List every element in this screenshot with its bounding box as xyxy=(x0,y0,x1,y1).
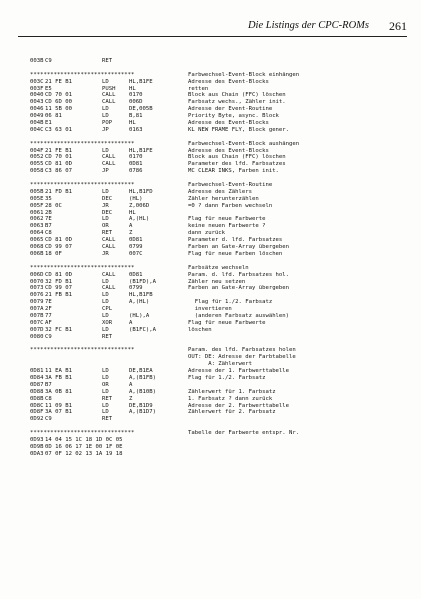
comment: Farbsatz wechs., Zähler init. xyxy=(188,99,286,106)
code-line xyxy=(30,120,410,127)
comment: Flag für neue Farbwerte xyxy=(188,319,266,326)
opcode-bytes: 35 xyxy=(45,195,52,202)
address: 0076 xyxy=(30,292,44,299)
code-line xyxy=(30,148,410,155)
operand: 007C xyxy=(129,250,143,257)
mnemonic: DEC xyxy=(102,195,113,202)
opcode-bytes: 32 FD B1 xyxy=(45,278,72,285)
address: 0D9B xyxy=(30,443,44,450)
address: 004C xyxy=(30,126,44,133)
opcode-bytes: E5 xyxy=(45,85,52,92)
section-title: Farbsätze wechseln xyxy=(188,264,249,271)
section-title: Param. des lfd. Farbsatzes holen xyxy=(188,347,296,354)
comment: Flag für neue Farbwerte xyxy=(188,216,266,223)
code-line xyxy=(30,292,410,299)
operand: HL,B1FD xyxy=(129,188,153,195)
opcode-bytes: 11 5B 00 xyxy=(45,106,72,113)
blank-line xyxy=(30,134,410,141)
address: 0046 xyxy=(30,106,44,113)
section-title: Tabelle der Farbwerte entspr. Nr. xyxy=(188,430,300,437)
mnemonic: CALL xyxy=(102,244,116,251)
code-line xyxy=(30,320,410,327)
operand: HL xyxy=(129,120,136,127)
operand: 0799 xyxy=(129,244,143,251)
opcode-bytes: 21 FE B1 xyxy=(45,78,72,85)
blank-line xyxy=(30,65,410,72)
operand: HL xyxy=(129,85,136,92)
section-header-line xyxy=(30,141,410,148)
address: 0D8B xyxy=(30,395,44,402)
mnemonic: LD xyxy=(102,299,109,306)
address: 003F xyxy=(30,85,44,92)
code-line xyxy=(30,437,410,444)
section-title: Farbwechsel-Event-Block aushängen xyxy=(188,140,300,147)
code-line xyxy=(30,127,410,134)
address: 004F xyxy=(30,147,44,154)
mnemonic: LD xyxy=(102,374,109,381)
mnemonic: CALL xyxy=(102,161,116,168)
opcode-bytes: C9 xyxy=(45,416,52,423)
operand: 0170 xyxy=(129,154,143,161)
comment: Adresse des Event-Blocks xyxy=(188,120,269,127)
mnemonic: LD xyxy=(102,368,109,375)
code-line xyxy=(30,403,410,410)
operand: DE,B1EA xyxy=(129,368,153,375)
address: 0043 xyxy=(30,99,44,106)
address: 005B xyxy=(30,188,44,195)
operand: 006D xyxy=(129,99,143,106)
code-line xyxy=(30,216,410,223)
separator-stars: ******************************* xyxy=(30,347,135,354)
comment-continuation-line xyxy=(30,361,410,368)
operand: 0D81 xyxy=(129,237,143,244)
mnemonic: LD xyxy=(102,388,109,395)
opcode-bytes: CD 99 07 xyxy=(45,285,72,292)
mnemonic: LD xyxy=(102,402,109,409)
operand: 0D81 xyxy=(129,271,143,278)
comment: Adresse des Event-Blocks xyxy=(188,78,269,85)
comment: 1. Farbsatz ? dann zurück xyxy=(188,395,273,402)
address: 003B xyxy=(30,58,44,64)
operand: A,(B1D7) xyxy=(129,409,156,416)
opcode-bytes: 77 xyxy=(45,312,52,319)
operand: HL,B1FE xyxy=(129,78,153,85)
page-header xyxy=(18,20,407,36)
opcode-bytes: 21 FB B1 xyxy=(45,292,72,299)
opcode-bytes: C9 xyxy=(45,58,52,64)
mnemonic: JP xyxy=(102,168,109,175)
operand: 0163 xyxy=(129,126,143,133)
opcode-bytes: 32 FC B1 xyxy=(45,326,72,333)
code-line xyxy=(30,86,410,93)
code-line xyxy=(30,154,410,161)
separator-stars: ******************************* xyxy=(30,140,135,147)
opcode-bytes: 3A 07 B1 xyxy=(45,409,72,416)
operand: DE,B1D9 xyxy=(129,402,153,409)
opcode-bytes: C8 xyxy=(45,395,52,402)
opcode-bytes: C3 63 01 xyxy=(45,126,72,133)
blank-line xyxy=(30,258,410,265)
mnemonic: LD xyxy=(102,113,109,120)
code-line xyxy=(30,368,410,375)
opcode-bytes: CD 99 07 xyxy=(45,244,72,251)
mnemonic: CALL xyxy=(102,92,116,99)
operand: (B1FC),A xyxy=(129,326,156,333)
address: 0040 xyxy=(30,92,44,99)
opcode-bytes: CD 70 01 xyxy=(45,154,72,161)
operand: A,(HL) xyxy=(129,216,150,223)
operand: 0170 xyxy=(129,92,143,99)
code-line xyxy=(30,58,410,65)
address: 0D8F xyxy=(30,409,44,416)
mnemonic: LD xyxy=(102,278,109,285)
blank-line xyxy=(30,423,410,430)
address: 0079 xyxy=(30,299,44,306)
opcode-bytes: C9 xyxy=(45,333,52,340)
code-line xyxy=(30,189,410,196)
comment: Adresse des Event-Blocks xyxy=(188,147,269,154)
comment: Block aus Chain (FFC) löschen xyxy=(188,92,286,99)
separator-stars: ******************************* xyxy=(30,71,135,78)
comment: Flag für neue Farben löschen xyxy=(188,250,283,257)
comment: Block aus Chain (FFC) löschen xyxy=(188,154,286,161)
mnemonic: LD xyxy=(102,312,109,319)
comment: Adresse der Event-Routine xyxy=(188,106,273,113)
opcode-bytes: 2F xyxy=(45,306,52,313)
mnemonic: RET xyxy=(102,230,113,237)
comment-continuation: A: Zählerwert xyxy=(188,361,252,368)
operand: A,(B1FB) xyxy=(129,374,156,381)
address: 007B xyxy=(30,312,44,319)
mnemonic: LD xyxy=(102,326,109,333)
operand: HL,B1FB xyxy=(129,292,153,299)
code-line xyxy=(30,313,410,320)
operand: 0799 xyxy=(129,285,143,292)
mnemonic: JP xyxy=(102,126,109,133)
opcode-bytes: 07 0F 12 02 13 1A 19 18 xyxy=(45,450,123,457)
address: 006B xyxy=(30,250,44,257)
code-line xyxy=(30,203,410,210)
opcode-bytes: C8 xyxy=(45,230,52,237)
opcode-bytes: AF xyxy=(45,319,52,326)
separator-stars: ******************************* xyxy=(30,264,135,271)
opcode-bytes: CD 6D 00 xyxy=(45,99,72,106)
comment: Priority Byte, async. Block xyxy=(188,113,279,120)
comment: Adresse des Zählers xyxy=(188,188,252,195)
opcode-bytes: B7 xyxy=(45,223,52,230)
comment-continuation-line xyxy=(30,354,410,361)
address: 0D92 xyxy=(30,416,44,423)
operand: HL xyxy=(129,209,136,216)
mnemonic: RET xyxy=(102,416,113,423)
code-line xyxy=(30,299,410,306)
comment: Zähler herunterzählen xyxy=(188,195,259,202)
comment: Farben an Gate-Array übergeben xyxy=(188,244,290,251)
address: 0080 xyxy=(30,333,44,340)
page-number: 261 xyxy=(389,19,407,33)
operand: A xyxy=(129,381,133,388)
operand: DE,005B xyxy=(129,106,153,113)
address: 0055 xyxy=(30,161,44,168)
section-title: Farbwechsel-Event-Routine xyxy=(188,182,273,189)
operand: Z xyxy=(129,395,133,402)
operand: A xyxy=(129,319,133,326)
comment: KL NEW FRAME FLY, Block gener. xyxy=(188,126,290,133)
comment: löschen xyxy=(188,326,212,333)
address: 0058 xyxy=(30,168,44,175)
mnemonic: CPL xyxy=(102,306,113,313)
code-line xyxy=(30,223,410,230)
opcode-bytes: CD 81 0D xyxy=(45,161,72,168)
code-line xyxy=(30,237,410,244)
code-line xyxy=(30,79,410,86)
code-line xyxy=(30,161,410,168)
address: 007C xyxy=(30,319,44,326)
opcode-bytes: 21 FE B1 xyxy=(45,147,72,154)
comment: Farben an Gate-Array übergeben xyxy=(188,285,290,292)
opcode-bytes: 14 04 15 1C 18 1D 0C 05 xyxy=(45,436,123,443)
comment: Parameter d. lfd. Farbsatzes xyxy=(188,237,283,244)
address: 0061 xyxy=(30,209,44,216)
mnemonic: OR xyxy=(102,223,109,230)
section-header-line xyxy=(30,182,410,189)
opcode-bytes: CD 70 01 xyxy=(45,92,72,99)
code-line xyxy=(30,279,410,286)
mnemonic: CALL xyxy=(102,154,116,161)
code-line xyxy=(30,210,410,217)
address: 0D93 xyxy=(30,436,44,443)
code-line xyxy=(30,327,410,334)
comment: dann zurück xyxy=(188,230,226,237)
code-line xyxy=(30,375,410,382)
code-line xyxy=(30,285,410,292)
mnemonic: LD xyxy=(102,147,109,154)
address: 0D8C xyxy=(30,402,44,409)
mnemonic: LD xyxy=(102,106,109,113)
address: 0D81 xyxy=(30,368,44,375)
mnemonic: LD xyxy=(102,188,109,195)
mnemonic: DEC xyxy=(102,209,113,216)
separator-stars: ******************************* xyxy=(30,182,135,189)
address: 0068 xyxy=(30,244,44,251)
code-line xyxy=(30,444,410,451)
mnemonic: RET xyxy=(102,58,113,64)
address: 0070 xyxy=(30,278,44,285)
code-line xyxy=(30,251,410,258)
mnemonic: JR xyxy=(102,202,109,209)
code-line xyxy=(30,99,410,106)
opcode-bytes: 7E xyxy=(45,299,52,306)
address: 005E xyxy=(30,195,44,202)
mnemonic: CALL xyxy=(102,271,116,278)
address: 0062 xyxy=(30,216,44,223)
address: 006D xyxy=(30,271,44,278)
section-header-line xyxy=(30,430,410,437)
operand: HL,B1FE xyxy=(129,147,153,154)
section-header-line xyxy=(30,265,410,272)
address: 0D84 xyxy=(30,374,44,381)
operand: Z,006D xyxy=(129,202,150,209)
operand: B,81 xyxy=(129,113,143,120)
comment: Param. d. lfd. Farbsatzes hol. xyxy=(188,271,290,278)
mnemonic: POP xyxy=(102,120,113,127)
operand: 0786 xyxy=(129,168,143,175)
address: 0064 xyxy=(30,230,44,237)
code-line xyxy=(30,168,410,175)
opcode-bytes: 28 0C xyxy=(45,202,62,209)
opcode-bytes: 11 EA B1 xyxy=(45,368,72,375)
code-line xyxy=(30,451,410,458)
blank-line xyxy=(30,175,410,182)
comment: Parameter des lfd. Farbsatzes xyxy=(188,161,286,168)
code-line xyxy=(30,244,410,251)
mnemonic: LD xyxy=(102,216,109,223)
comment: (anderen Farbsatz auswählen) xyxy=(188,312,290,319)
code-line xyxy=(30,389,410,396)
code-line xyxy=(30,230,410,237)
operand: (HL) xyxy=(129,195,143,202)
comment-continuation: OUT: DE: Adresse der Farbtabelle xyxy=(188,354,296,361)
operand: (B1FD),A xyxy=(129,278,156,285)
address: 0D87 xyxy=(30,381,44,388)
code-line xyxy=(30,382,410,389)
address: 0049 xyxy=(30,113,44,120)
address: 0065 xyxy=(30,237,44,244)
mnemonic: LD xyxy=(102,78,109,85)
address: 005F xyxy=(30,202,44,209)
operand: A,(B10B) xyxy=(129,388,156,395)
opcode-bytes: 2B xyxy=(45,209,52,216)
code-line xyxy=(30,334,410,341)
section-header-line xyxy=(30,347,410,354)
address: 0063 xyxy=(30,223,44,230)
mnemonic: XOR xyxy=(102,319,113,326)
mnemonic: LD xyxy=(102,292,109,299)
comment: Adresse der 1. Farbwerttabelle xyxy=(188,368,290,375)
mnemonic: CALL xyxy=(102,237,116,244)
code-line xyxy=(30,106,410,113)
operand: A xyxy=(129,223,133,230)
code-line xyxy=(30,196,410,203)
comment: keine neuen Farbwerte ? xyxy=(188,223,266,230)
code-line xyxy=(30,306,410,313)
comment: retten xyxy=(188,85,209,92)
code-line xyxy=(30,416,410,423)
running-title: Die Listings der CPC-ROMs xyxy=(247,20,369,31)
mnemonic: RET xyxy=(102,333,113,340)
operand: Z xyxy=(129,230,133,237)
address: 007D xyxy=(30,326,44,333)
mnemonic: OR xyxy=(102,381,109,388)
blank-line xyxy=(30,341,410,348)
code-line xyxy=(30,113,410,120)
opcode-bytes: 0D 16 06 17 1E 00 1F 0E xyxy=(45,443,123,450)
section-title: Farbwechsel-Event-Block einhängen xyxy=(188,71,300,78)
code-line xyxy=(30,409,410,416)
code-line xyxy=(30,396,410,403)
opcode-bytes: C3 86 07 xyxy=(45,168,72,175)
opcode-bytes: 11 09 B1 xyxy=(45,402,72,409)
operand: (HL),A xyxy=(129,312,150,319)
mnemonic: JR xyxy=(102,250,109,257)
opcode-bytes: 7E xyxy=(45,216,52,223)
address: 007A xyxy=(30,306,44,313)
comment: Flag für 1./2. Farbsatz xyxy=(188,299,273,306)
comment: Zählerwert für 1. Farbsatz xyxy=(188,388,276,395)
comment: Zähler neu setzen xyxy=(188,278,246,285)
comment: MC CLEAR INKS, Farben init. xyxy=(188,168,279,175)
operand: A,(HL) xyxy=(129,299,150,306)
section-header-line xyxy=(30,72,410,79)
mnemonic: CALL xyxy=(102,285,116,292)
comment: invertieren xyxy=(188,306,232,313)
address: 004B xyxy=(30,120,44,127)
code-line xyxy=(30,92,410,99)
opcode-bytes: 06 81 xyxy=(45,113,62,120)
opcode-bytes: E1 xyxy=(45,120,52,127)
mnemonic: PUSH xyxy=(102,85,116,92)
address: 003C xyxy=(30,78,44,85)
mnemonic: RET xyxy=(102,395,113,402)
comment: Zählerwert für 2. Farbsatz xyxy=(188,409,276,416)
comment: Flag für 1./2. Farbsatz xyxy=(188,374,266,381)
separator-stars: ******************************* xyxy=(30,430,135,437)
comment: Adresse der 2. Farbwerttabelle xyxy=(188,402,290,409)
address: 0052 xyxy=(30,154,44,161)
opcode-bytes: 3A 0B 81 xyxy=(45,388,72,395)
mnemonic: CALL xyxy=(102,99,116,106)
comment: =0 ? dann Farben wechseln xyxy=(188,202,273,209)
opcode-bytes: B7 xyxy=(45,381,52,388)
opcode-bytes: 18 0F xyxy=(45,250,62,257)
opcode-bytes: CD 81 0D xyxy=(45,237,72,244)
assembly-listing xyxy=(30,58,410,458)
mnemonic: LD xyxy=(102,409,109,416)
address: 0D88 xyxy=(30,388,44,395)
address: 0DA3 xyxy=(30,450,44,457)
address: 0073 xyxy=(30,285,44,292)
operand: 0D81 xyxy=(129,161,143,168)
code-line xyxy=(30,272,410,279)
opcode-bytes: 3A FB B1 xyxy=(45,374,72,381)
opcode-bytes: 21 FD B1 xyxy=(45,188,72,195)
opcode-bytes: CD 81 0D xyxy=(45,271,72,278)
header-rule xyxy=(18,36,407,37)
